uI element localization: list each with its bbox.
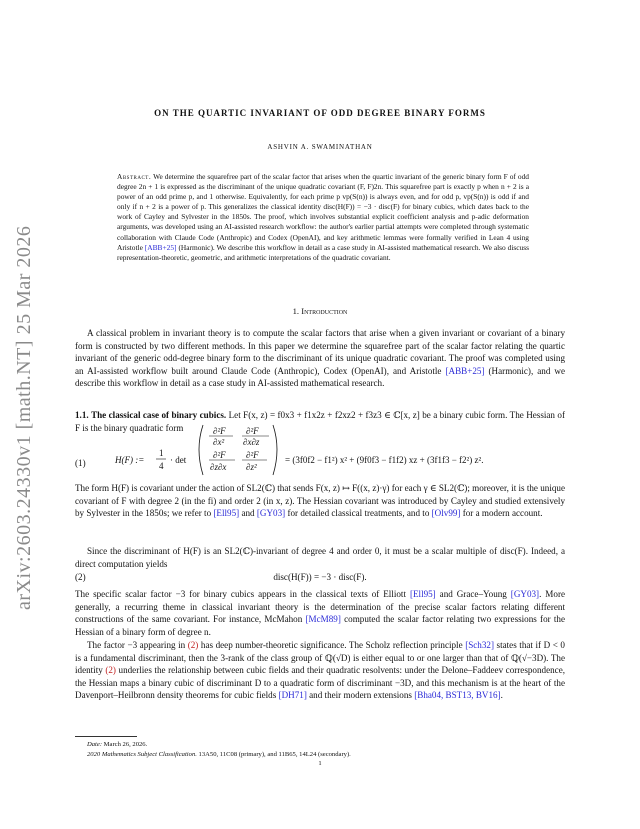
subsection-text: Let F(x, z) = f0x3 + f1x2z + f2xz2 + f3z3 ∈ ℂ[x, z] be a binary cubic form. The Hessian of F is the binary quadratic form xyxy=(75,410,565,433)
date-label: Date: xyxy=(87,741,103,748)
equation-number: (1) xyxy=(75,458,86,468)
hessian-lhs: H(F) := xyxy=(115,455,145,465)
hessian-equation xyxy=(103,422,565,476)
matrix-left-paren xyxy=(199,425,203,475)
det-operator: · det xyxy=(170,455,187,465)
citation-link[interactable]: [DH71] xyxy=(278,690,307,701)
frac-denominator: 4 xyxy=(159,461,164,471)
matrix-entry: ∂x∂z xyxy=(243,437,260,447)
footnote-date xyxy=(87,740,147,749)
matrix-right-paren xyxy=(273,425,277,475)
citation-link[interactable]: [Ell95] xyxy=(409,589,436,599)
section-heading xyxy=(75,306,565,316)
matrix-entry: ∂x² xyxy=(213,437,225,447)
hessian-rhs: = (3f0f2 − f1²) x² + (9f0f3 − f1f2) xz + (3f1f3 − f2²) z². xyxy=(285,455,484,465)
covariant-paragraph xyxy=(75,482,565,520)
footnote-rule xyxy=(75,736,137,737)
since-text: Since the discriminant of H(F) is an SL2(ℂ)-invariant of degree 4 and order 0, it must be a scalar multiple of disc(F). Indeed, a direct computation yields xyxy=(75,546,565,569)
frac-numerator: 1 xyxy=(159,448,164,458)
discriminant-equation: disc(H(F)) = −3 · disc(F). xyxy=(273,572,367,582)
hessian-matrix xyxy=(209,426,269,472)
matrix-entry: ∂²F xyxy=(246,450,259,460)
msc-label: 2020 Mathematics Subject Classification. xyxy=(87,751,197,758)
intro-text: A classical problem in invariant theory is to compute the scalar factors that arise when a given invariant or covariant of a binary form is constructed by two different methods. In this paper we determine the squarefree part of the scalar factor relating the quartic invariant of the generic odd-degree binary form to the discriminant of its unique quadratic covariant. The proof was completed using an AI-assisted workflow built around Claude Code (Anthropic), Codex (OpenAI), and Aristotle xyxy=(75,328,565,376)
abstract-heading: Abstract. xyxy=(117,172,152,181)
matrix-entry: ∂z² xyxy=(246,462,257,472)
covariant-text-2: for detailed classical treatments, and to xyxy=(287,508,430,519)
intro-text-end: (Harmonic), and we describe this workflow in detail as a case study in AI-assisted mathematical research. xyxy=(75,365,565,389)
factor-text-3: states that if D < 0 is a fundamental discriminant, then the 3-rank of the class group of ℚ(√D) is either equal to or one larger than that of ℚ(√−3D). The identity xyxy=(75,640,565,676)
abstract-text: We determine the squarefree part of the scalar factor that arises when the quartic invariant of the generic binary form F of odd degree 2n + 1 is expressed as the discriminant of the unique quadratic covariant (F, F)2n. This squarefree part is exactly p when n + 2 is a power of an odd prime p, and 1 otherwise. Equivalently, for each prime p vp(S(n)) is always even, and for odd p, vp(S(n)) is odd if and only if n + 2 is a power of p. This generalizes the classical identity disc(H(F)) = −3 · disc(F) for binary cubics, which dates back to the work of Cayley and Sylvester in the 1850s. The proof, which involves substantial explicit coefficient analysis and p-adic deformation arguments, was developed using an AI-assisted research workflow: the author's earlier partial attempts were completed through systematic collaboration with Claude Code (Anthropic) and Codex (OpenAI), and key arithmetic lemmas were formally verified in Lean 4 using Aristotle xyxy=(117,172,529,252)
factor-text-5: and their modern extensions xyxy=(309,690,412,701)
matrix-entry: ∂z∂x xyxy=(210,462,227,472)
intro-paragraph xyxy=(75,327,565,390)
citation-link[interactable]: [Bha04, BST13, BV16] xyxy=(414,690,501,701)
citation-link[interactable]: [GY03] xyxy=(256,508,286,519)
citation-link[interactable]: [ABB+25] xyxy=(144,242,177,252)
covariant-text: The form H(F) is covariant under the action of SL2(ℂ) that sends F(x, z) ↦ F((x, z)·γ) for each γ ∈ SL2(ℂ); moreover, it is the unique covariant of F with degree 2 (in the fi) and order 2 (in x, z). The Hessian covariant was introduced by Cayley and studied extensively by Sylvester in the 1850s; we refer to xyxy=(75,483,565,519)
specific-text: The specific scalar factor −3 for binary cubics appears in the classical texts of Elliott xyxy=(75,589,406,599)
author-name: ASHVIN A. SWAMINATHAN xyxy=(267,143,373,151)
equation-ref-link[interactable]: (2) xyxy=(105,665,116,676)
specific-text-3: . More generally, a recurring theme in classical invariant theory is the determination of the precise scalar factors relating different constructions of the same covariant. For instance, McMahon xyxy=(75,589,566,625)
arxiv-identifier xyxy=(2,200,42,620)
covariant-and: and xyxy=(241,508,255,519)
citation-link[interactable]: [Ell95] xyxy=(213,508,240,519)
equation-number: (2) xyxy=(75,572,86,582)
citation-link[interactable]: [GY03] xyxy=(510,589,540,599)
factor-text: The factor −3 appearing in xyxy=(87,640,186,650)
since-paragraph xyxy=(75,545,565,570)
specific-text-2: and Grace–Young xyxy=(439,589,507,599)
page-number: 1 xyxy=(318,760,322,767)
specific-text-4: computed the scalar factor relating two expressions for the Hessian of a binary form of degree n. xyxy=(75,614,566,637)
subsection-title: The classical case of binary cubics. xyxy=(91,410,227,420)
factor-text-6: . xyxy=(500,690,503,701)
citation-link[interactable]: [Sch32] xyxy=(465,640,494,650)
abstract xyxy=(117,172,529,263)
factor-paragraph xyxy=(75,639,565,702)
abstract-text-end: (Harmonic). We describe this workflow in detail as a case study in AI-assisted mathematical research. We also discuss representation-theoretic, geometric, and arithmetic interpretations of the quadratic covariant. xyxy=(117,242,530,262)
specific-paragraph xyxy=(75,588,565,638)
subsection-number: 1.1. xyxy=(75,410,89,420)
date-value: March 26, 2026. xyxy=(103,741,148,748)
matrix-entry: ∂²F xyxy=(213,450,226,460)
footnote-msc xyxy=(87,750,351,759)
factor-text-2: has deep number-theoretic significance. The Scholz reflection principle xyxy=(200,640,463,650)
citation-link[interactable]: [Olv99] xyxy=(431,508,461,519)
section-number: 1. xyxy=(292,306,300,316)
matrix-entry: ∂²F xyxy=(213,426,226,436)
citation-link[interactable]: [McM89] xyxy=(305,614,341,625)
equation-ref-link[interactable]: (2) xyxy=(187,640,199,650)
msc-value: 13A50, 11C08 (primary), and 11B65, 14L24 (secondary). xyxy=(198,751,351,758)
covariant-text-3: for a modern account. xyxy=(462,508,543,519)
paper-title: ON THE QUARTIC INVARIANT OF ODD DEGREE BINARY FORMS xyxy=(154,108,486,118)
section-title: Introduction xyxy=(301,306,348,316)
citation-link[interactable]: [ABB+25] xyxy=(445,365,485,376)
arxiv-identifier-text: arXiv:2603.24330v1 [math.NT] 25 Mar 2026 xyxy=(13,225,35,610)
matrix-entry: ∂²F xyxy=(246,426,259,436)
factor-text-4: underlies the relationship between cubic fields and their quadratic resolvents: under the Delone–Faddeev correspondence, the Hessian maps a binary cubic of discriminant D to a quadratic form of discriminant −3D, and this mechanism is at the heart of the Davenport–Heilbronn density theorems for cubic fields xyxy=(75,665,566,701)
